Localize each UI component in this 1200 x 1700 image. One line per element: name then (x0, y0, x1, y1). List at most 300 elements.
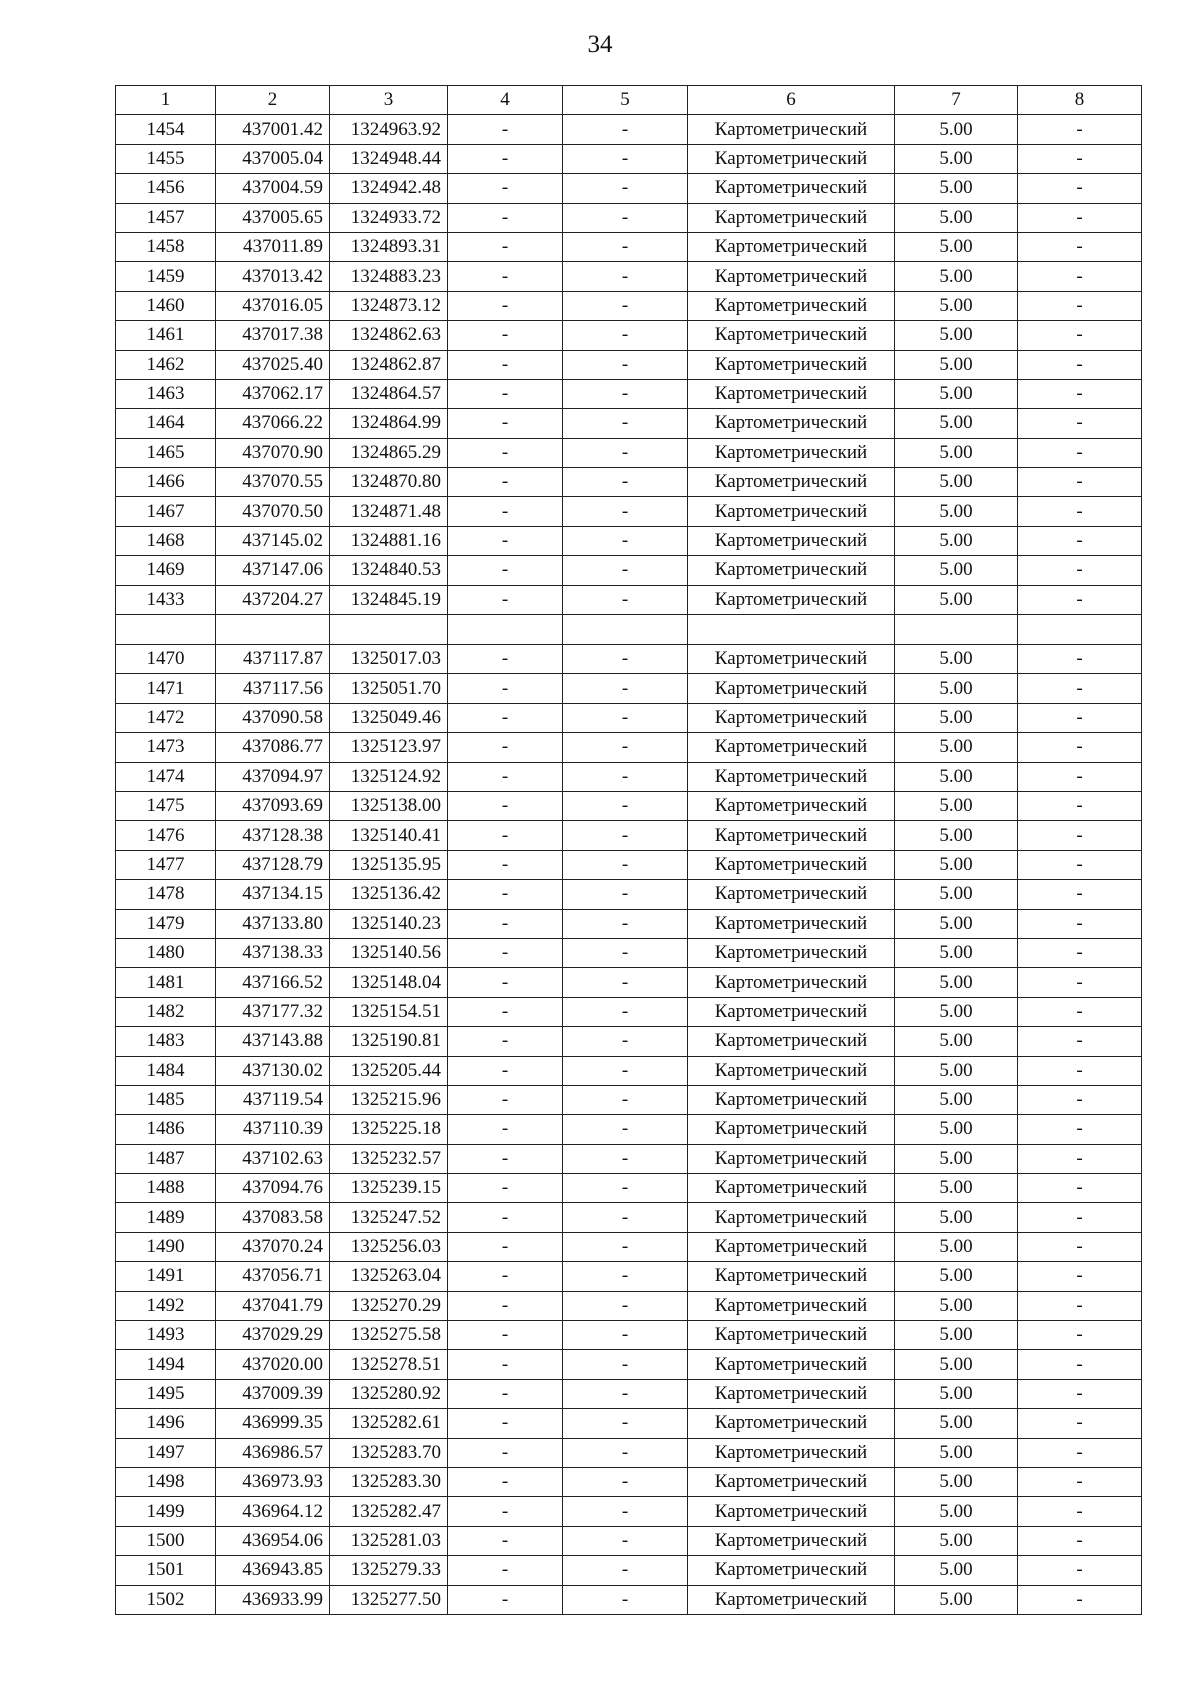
cell-col4: - (448, 556, 563, 585)
cell-x-coordinate: 437056.71 (216, 1262, 330, 1291)
cell-point-number: 1480 (116, 938, 216, 967)
cell-x-coordinate: 437025.40 (216, 350, 330, 379)
table-row (116, 997, 1142, 1026)
cell-col4: - (448, 1056, 563, 1085)
table-row (116, 1467, 1142, 1496)
cell-method: Картометрический (688, 262, 895, 291)
cell-method: Картометрический (688, 1115, 895, 1144)
cell-method: Картометрический (688, 762, 895, 791)
cell-x-coordinate: 437013.42 (216, 262, 330, 291)
cell-col5: - (563, 703, 688, 732)
cell-col8 (1018, 615, 1142, 645)
cell-point-number: 1462 (116, 350, 216, 379)
table-row (116, 1556, 1142, 1585)
table-row (116, 938, 1142, 967)
cell-accuracy: 5.00 (895, 1379, 1018, 1408)
column-header-8: 8 (1018, 86, 1142, 115)
cell-accuracy: 5.00 (895, 997, 1018, 1026)
cell-x-coordinate: 437110.39 (216, 1115, 330, 1144)
table-row (116, 850, 1142, 879)
cell-col8: - (1018, 174, 1142, 203)
cell-method: Картометрический (688, 232, 895, 261)
cell-y-coordinate: 1325225.18 (330, 1115, 448, 1144)
cell-accuracy: 5.00 (895, 1027, 1018, 1056)
cell-accuracy: 5.00 (895, 1203, 1018, 1232)
table-row (116, 262, 1142, 291)
cell-col5: - (563, 674, 688, 703)
cell-col5: - (563, 1144, 688, 1173)
cell-accuracy: 5.00 (895, 968, 1018, 997)
cell-accuracy (895, 615, 1018, 645)
cell-col5 (563, 615, 688, 645)
cell-col4: - (448, 733, 563, 762)
cell-col5: - (563, 468, 688, 497)
cell-col5: - (563, 733, 688, 762)
table-row (116, 674, 1142, 703)
cell-x-coordinate: 437094.76 (216, 1174, 330, 1203)
cell-point-number: 1458 (116, 232, 216, 261)
cell-accuracy: 5.00 (895, 880, 1018, 909)
cell-y-coordinate: 1324864.57 (330, 379, 448, 408)
cell-accuracy: 5.00 (895, 674, 1018, 703)
cell-point-number: 1498 (116, 1467, 216, 1496)
table-row (116, 880, 1142, 909)
cell-method: Картометрический (688, 1585, 895, 1614)
cell-col4: - (448, 379, 563, 408)
cell-col8: - (1018, 703, 1142, 732)
cell-col5: - (563, 1409, 688, 1438)
cell-accuracy: 5.00 (895, 144, 1018, 173)
cell-x-coordinate: 437166.52 (216, 968, 330, 997)
cell-point-number: 1501 (116, 1556, 216, 1585)
cell-accuracy: 5.00 (895, 526, 1018, 555)
cell-method: Картометрический (688, 585, 895, 614)
cell-accuracy: 5.00 (895, 1085, 1018, 1114)
cell-point-number: 1491 (116, 1262, 216, 1291)
cell-method: Картометрический (688, 1497, 895, 1526)
cell-method: Картометрический (688, 1144, 895, 1173)
table-row (116, 409, 1142, 438)
cell-point-number: 1483 (116, 1027, 216, 1056)
cell-point-number: 1476 (116, 821, 216, 850)
table-row (116, 321, 1142, 350)
cell-col4: - (448, 1526, 563, 1555)
cell-accuracy: 5.00 (895, 1556, 1018, 1585)
cell-y-coordinate: 1325270.29 (330, 1291, 448, 1320)
cell-col5: - (563, 1438, 688, 1467)
cell-col5: - (563, 1056, 688, 1085)
cell-col8: - (1018, 1232, 1142, 1261)
cell-col4: - (448, 497, 563, 526)
cell-point-number: 1465 (116, 438, 216, 467)
cell-x-coordinate: 437134.15 (216, 880, 330, 909)
cell-col5: - (563, 115, 688, 144)
cell-point-number: 1460 (116, 291, 216, 320)
cell-col8: - (1018, 968, 1142, 997)
cell-y-coordinate: 1324871.48 (330, 497, 448, 526)
cell-col8: - (1018, 350, 1142, 379)
cell-col8: - (1018, 291, 1142, 320)
cell-point-number: 1463 (116, 379, 216, 408)
table-row (116, 556, 1142, 585)
cell-col8: - (1018, 585, 1142, 614)
cell-col4: - (448, 1409, 563, 1438)
table-row (116, 762, 1142, 791)
cell-col5: - (563, 1232, 688, 1261)
table-row (116, 585, 1142, 614)
cell-accuracy: 5.00 (895, 232, 1018, 261)
cell-point-number: 1469 (116, 556, 216, 585)
cell-col8: - (1018, 791, 1142, 820)
cell-col8: - (1018, 203, 1142, 232)
table-row (116, 144, 1142, 173)
cell-col4: - (448, 232, 563, 261)
table-row (116, 350, 1142, 379)
table-row (116, 1438, 1142, 1467)
cell-x-coordinate: 437147.06 (216, 556, 330, 585)
page-number: 34 (587, 31, 613, 58)
cell-y-coordinate: 1325263.04 (330, 1262, 448, 1291)
cell-col8: - (1018, 1379, 1142, 1408)
cell-accuracy: 5.00 (895, 291, 1018, 320)
cell-y-coordinate: 1325123.97 (330, 733, 448, 762)
cell-col4: - (448, 1379, 563, 1408)
cell-col5: - (563, 645, 688, 674)
cell-col4: - (448, 1556, 563, 1585)
cell-col5: - (563, 526, 688, 555)
cell-col4: - (448, 1497, 563, 1526)
cell-col4: - (448, 674, 563, 703)
cell-col8: - (1018, 997, 1142, 1026)
column-header-point-number: 1 (116, 86, 216, 115)
cell-col5: - (563, 1526, 688, 1555)
table-row (116, 1409, 1142, 1438)
cell-col8: - (1018, 1174, 1142, 1203)
cell-col5: - (563, 1350, 688, 1379)
cell-col5: - (563, 791, 688, 820)
cell-point-number: 1467 (116, 497, 216, 526)
cell-point-number: 1488 (116, 1174, 216, 1203)
cell-col8: - (1018, 1526, 1142, 1555)
cell-accuracy: 5.00 (895, 115, 1018, 144)
cell-col4: - (448, 409, 563, 438)
cell-point-number: 1502 (116, 1585, 216, 1614)
cell-col8: - (1018, 232, 1142, 261)
cell-y-coordinate: 1325138.00 (330, 791, 448, 820)
cell-x-coordinate: 437086.77 (216, 733, 330, 762)
cell-x-coordinate: 437102.63 (216, 1144, 330, 1173)
cell-accuracy: 5.00 (895, 909, 1018, 938)
cell-col5: - (563, 585, 688, 614)
cell-point-number: 1464 (116, 409, 216, 438)
cell-accuracy: 5.00 (895, 321, 1018, 350)
cell-col5: - (563, 850, 688, 879)
cell-col8: - (1018, 762, 1142, 791)
cell-method: Картометрический (688, 880, 895, 909)
cell-point-number: 1492 (116, 1291, 216, 1320)
header-row (116, 86, 1142, 115)
cell-point-number: 1478 (116, 880, 216, 909)
cell-accuracy: 5.00 (895, 762, 1018, 791)
cell-col5: - (563, 144, 688, 173)
cell-accuracy: 5.00 (895, 1409, 1018, 1438)
cell-col4: - (448, 1291, 563, 1320)
cell-accuracy: 5.00 (895, 733, 1018, 762)
cell-method: Картометрический (688, 115, 895, 144)
cell-col5: - (563, 762, 688, 791)
cell-y-coordinate: 1324865.29 (330, 438, 448, 467)
cell-col8: - (1018, 938, 1142, 967)
cell-point-number: 1457 (116, 203, 216, 232)
cell-accuracy: 5.00 (895, 585, 1018, 614)
cell-y-coordinate: 1325275.58 (330, 1321, 448, 1350)
cell-col4: - (448, 1027, 563, 1056)
cell-col4: - (448, 1467, 563, 1496)
cell-col5: - (563, 1027, 688, 1056)
cell-y-coordinate: 1325148.04 (330, 968, 448, 997)
cell-point-number: 1456 (116, 174, 216, 203)
cell-col5: - (563, 291, 688, 320)
cell-col8: - (1018, 1115, 1142, 1144)
table-header (116, 86, 1142, 115)
cell-col4: - (448, 468, 563, 497)
table-row (116, 1321, 1142, 1350)
cell-y-coordinate: 1325124.92 (330, 762, 448, 791)
cell-y-coordinate: 1325247.52 (330, 1203, 448, 1232)
table-row (116, 1115, 1142, 1144)
cell-y-coordinate: 1324933.72 (330, 203, 448, 232)
cell-y-coordinate: 1325283.70 (330, 1438, 448, 1467)
cell-method: Картометрический (688, 821, 895, 850)
cell-x-coordinate: 437070.55 (216, 468, 330, 497)
cell-y-coordinate: 1325049.46 (330, 703, 448, 732)
cell-col4: - (448, 1085, 563, 1114)
cell-y-coordinate: 1325136.42 (330, 880, 448, 909)
cell-x-coordinate: 437041.79 (216, 1291, 330, 1320)
cell-col4: - (448, 645, 563, 674)
cell-y-coordinate: 1324864.99 (330, 409, 448, 438)
cell-method: Картометрический (688, 144, 895, 173)
cell-col5: - (563, 1497, 688, 1526)
table-row (116, 115, 1142, 144)
cell-accuracy: 5.00 (895, 1262, 1018, 1291)
cell-y-coordinate: 1325283.30 (330, 1467, 448, 1496)
cell-col5: - (563, 350, 688, 379)
column-header-5: 5 (563, 86, 688, 115)
cell-y-coordinate: 1325278.51 (330, 1350, 448, 1379)
cell-accuracy: 5.00 (895, 379, 1018, 408)
cell-col8: - (1018, 1585, 1142, 1614)
table-row (116, 791, 1142, 820)
cell-y-coordinate: 1325154.51 (330, 997, 448, 1026)
cell-col8: - (1018, 497, 1142, 526)
cell-col4: - (448, 1262, 563, 1291)
cell-col4: - (448, 997, 563, 1026)
cell-y-coordinate: 1324870.80 (330, 468, 448, 497)
cell-method: Картометрический (688, 1174, 895, 1203)
cell-method: Картометрический (688, 703, 895, 732)
table-row (116, 438, 1142, 467)
cell-method: Картометрический (688, 1321, 895, 1350)
cell-point-number: 1454 (116, 115, 216, 144)
cell-x-coordinate: 437070.90 (216, 438, 330, 467)
cell-x-coordinate: 437133.80 (216, 909, 330, 938)
cell-col5: - (563, 1291, 688, 1320)
cell-x-coordinate: 437029.29 (216, 1321, 330, 1350)
cell-x-coordinate: 437117.56 (216, 674, 330, 703)
cell-col8: - (1018, 645, 1142, 674)
cell-col8: - (1018, 468, 1142, 497)
cell-col5: - (563, 174, 688, 203)
cell-col8: - (1018, 1467, 1142, 1496)
cell-x-coordinate: 437004.59 (216, 174, 330, 203)
table-row (116, 1203, 1142, 1232)
cell-method: Картометрический (688, 1056, 895, 1085)
cell-point-number: 1477 (116, 850, 216, 879)
table-row (116, 645, 1142, 674)
cell-point-number: 1461 (116, 321, 216, 350)
column-header-y-coordinate: 3 (330, 86, 448, 115)
cell-method: Картометрический (688, 526, 895, 555)
cell-y-coordinate: 1325215.96 (330, 1085, 448, 1114)
table-row (116, 1379, 1142, 1408)
cell-y-coordinate: 1324893.31 (330, 232, 448, 261)
cell-method: Картометрический (688, 938, 895, 967)
cell-method: Картометрический (688, 968, 895, 997)
cell-accuracy: 5.00 (895, 1350, 1018, 1379)
table-row (116, 468, 1142, 497)
cell-accuracy: 5.00 (895, 438, 1018, 467)
cell-col8: - (1018, 115, 1142, 144)
cell-y-coordinate: 1325280.92 (330, 1379, 448, 1408)
cell-col5: - (563, 409, 688, 438)
cell-x-coordinate: 437070.50 (216, 497, 330, 526)
cell-method: Картометрический (688, 379, 895, 408)
cell-x-coordinate: 437094.97 (216, 762, 330, 791)
cell-x-coordinate: 437128.38 (216, 821, 330, 850)
cell-point-number: 1473 (116, 733, 216, 762)
table-body (116, 115, 1142, 1615)
table-row (116, 174, 1142, 203)
cell-col8: - (1018, 674, 1142, 703)
cell-accuracy: 5.00 (895, 1526, 1018, 1555)
table-row (116, 1585, 1142, 1614)
cell-accuracy: 5.00 (895, 791, 1018, 820)
cell-col8: - (1018, 379, 1142, 408)
cell-accuracy: 5.00 (895, 1585, 1018, 1614)
cell-col8: - (1018, 321, 1142, 350)
cell-col8: - (1018, 526, 1142, 555)
cell-accuracy: 5.00 (895, 850, 1018, 879)
cell-y-coordinate: 1324862.63 (330, 321, 448, 350)
cell-col4: - (448, 262, 563, 291)
cell-accuracy: 5.00 (895, 262, 1018, 291)
cell-point-number: 1475 (116, 791, 216, 820)
cell-method: Картометрический (688, 174, 895, 203)
cell-method: Картометрический (688, 1467, 895, 1496)
cell-accuracy: 5.00 (895, 174, 1018, 203)
cell-y-coordinate: 1324948.44 (330, 144, 448, 173)
cell-method: Картометрический (688, 1291, 895, 1320)
table-row (116, 232, 1142, 261)
cell-method: Картометрический (688, 321, 895, 350)
cell-method: Картометрический (688, 1085, 895, 1114)
cell-col5: - (563, 1585, 688, 1614)
cell-point-number: 1490 (116, 1232, 216, 1261)
cell-x-coordinate: 437020.00 (216, 1350, 330, 1379)
cell-col8: - (1018, 1262, 1142, 1291)
cell-col8: - (1018, 1497, 1142, 1526)
table-row (116, 1262, 1142, 1291)
cell-point-number: 1493 (116, 1321, 216, 1350)
cell-y-coordinate (330, 615, 448, 645)
table-row (116, 291, 1142, 320)
cell-col4 (448, 615, 563, 645)
cell-col4: - (448, 291, 563, 320)
cell-col5: - (563, 497, 688, 526)
cell-method: Картометрический (688, 497, 895, 526)
cell-col5: - (563, 938, 688, 967)
cell-col5: - (563, 232, 688, 261)
cell-point-number: 1499 (116, 1497, 216, 1526)
cell-col4: - (448, 174, 563, 203)
cell-method: Картометрический (688, 1379, 895, 1408)
cell-accuracy: 5.00 (895, 938, 1018, 967)
cell-col8: - (1018, 144, 1142, 173)
table-row (116, 909, 1142, 938)
column-header-4: 4 (448, 86, 563, 115)
cell-x-coordinate: 436933.99 (216, 1585, 330, 1614)
cell-method: Картометрический (688, 1203, 895, 1232)
cell-accuracy: 5.00 (895, 497, 1018, 526)
cell-y-coordinate: 1325232.57 (330, 1144, 448, 1173)
cell-col4: - (448, 1321, 563, 1350)
cell-accuracy: 5.00 (895, 1056, 1018, 1085)
table-row (116, 703, 1142, 732)
cell-col4: - (448, 1115, 563, 1144)
cell-col4: - (448, 880, 563, 909)
cell-point-number: 1486 (116, 1115, 216, 1144)
cell-accuracy: 5.00 (895, 645, 1018, 674)
cell-x-coordinate: 437011.89 (216, 232, 330, 261)
column-header-x-coordinate: 2 (216, 86, 330, 115)
cell-col5: - (563, 1379, 688, 1408)
cell-col4: - (448, 1144, 563, 1173)
cell-x-coordinate: 437001.42 (216, 115, 330, 144)
cell-col4: - (448, 1232, 563, 1261)
cell-col8: - (1018, 1556, 1142, 1585)
cell-accuracy: 5.00 (895, 1115, 1018, 1144)
cell-col8: - (1018, 556, 1142, 585)
cell-col8: - (1018, 1056, 1142, 1085)
cell-accuracy: 5.00 (895, 1497, 1018, 1526)
cell-col5: - (563, 968, 688, 997)
cell-col8: - (1018, 1321, 1142, 1350)
cell-y-coordinate: 1325140.23 (330, 909, 448, 938)
cell-col4: - (448, 438, 563, 467)
cell-col4: - (448, 350, 563, 379)
cell-col8: - (1018, 1085, 1142, 1114)
cell-col4: - (448, 703, 563, 732)
cell-col5: - (563, 1321, 688, 1350)
cell-point-number: 1500 (116, 1526, 216, 1555)
cell-point-number: 1470 (116, 645, 216, 674)
cell-x-coordinate: 437083.58 (216, 1203, 330, 1232)
cell-point-number: 1466 (116, 468, 216, 497)
table-row (116, 526, 1142, 555)
cell-point-number: 1455 (116, 144, 216, 173)
cell-method: Картометрический (688, 556, 895, 585)
